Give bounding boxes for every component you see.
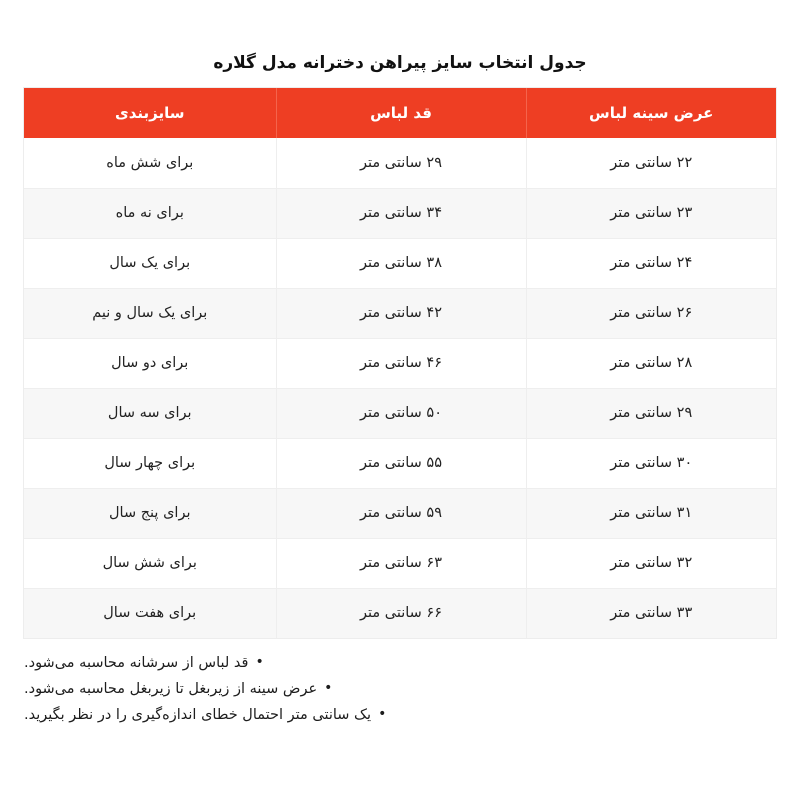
cell-length: ۵۵ سانتی متر [276, 438, 526, 488]
cell-chest: ۲۹ سانتی متر [526, 388, 776, 438]
cell-chest: ۳۲ سانتی متر [526, 538, 776, 588]
table-row [24, 438, 776, 488]
cell-sizing: برای شش ماه [24, 138, 276, 188]
footnote-item [24, 702, 776, 728]
table-row [24, 338, 776, 388]
footnote-text: • عرض سینه از زیربغل تا زیربغل محاسبه می‌شود. [24, 676, 332, 702]
cell-sizing: برای هفت سال [24, 588, 276, 638]
cell-chest: ۲۳ سانتی متر [526, 188, 776, 238]
footnote-item [24, 650, 776, 676]
footnotes-list [24, 650, 776, 728]
cell-length: ۶۶ سانتی متر [276, 588, 526, 638]
cell-sizing: برای پنج سال [24, 488, 276, 538]
table-row [24, 288, 776, 338]
cell-sizing: برای شش سال [24, 538, 276, 588]
cell-length: ۴۲ سانتی متر [276, 288, 526, 338]
cell-length: ۵۹ سانتی متر [276, 488, 526, 538]
cell-sizing: برای دو سال [24, 338, 276, 388]
cell-length: ۲۹ سانتی متر [276, 138, 526, 188]
table-row [24, 388, 776, 438]
table-row [24, 538, 776, 588]
table-body [24, 138, 776, 638]
footnote-text: • قد لباس از سرشانه محاسبه می‌شود. [24, 650, 264, 676]
cell-length: ۳۴ سانتی متر [276, 188, 526, 238]
cell-sizing: برای نه ماه [24, 188, 276, 238]
column-header-sizing: سایزبندی [24, 88, 276, 138]
cell-sizing: برای یک سال [24, 238, 276, 288]
page-title: جدول انتخاب سایز پیراهن دخترانه مدل گلاره [213, 53, 587, 73]
cell-chest: ۳۱ سانتی متر [526, 488, 776, 538]
cell-chest: ۲۲ سانتی متر [526, 138, 776, 188]
cell-length: ۳۸ سانتی متر [276, 238, 526, 288]
cell-length: ۴۶ سانتی متر [276, 338, 526, 388]
cell-chest: ۲۸ سانتی متر [526, 338, 776, 388]
table-row [24, 488, 776, 538]
cell-chest: ۳۰ سانتی متر [526, 438, 776, 488]
table-row [24, 188, 776, 238]
table-row [24, 588, 776, 638]
table-row [24, 238, 776, 288]
size-chart-table [24, 88, 776, 638]
footnote-item [24, 676, 776, 702]
cell-sizing: برای چهار سال [24, 438, 276, 488]
cell-length: ۵۰ سانتی متر [276, 388, 526, 438]
table-header-row [24, 88, 776, 138]
table-row [24, 138, 776, 188]
column-header-length: قد لباس [276, 88, 526, 138]
cell-length: ۶۳ سانتی متر [276, 538, 526, 588]
cell-sizing: برای یک سال و نیم [24, 288, 276, 338]
cell-chest: ۲۶ سانتی متر [526, 288, 776, 338]
column-header-chest: عرض سینه لباس [526, 88, 776, 138]
cell-sizing: برای سه سال [24, 388, 276, 438]
cell-chest: ۲۴ سانتی متر [526, 238, 776, 288]
footnote-text: • یک سانتی متر احتمال خطای اندازه‌گیری را در نظر بگیرید. [24, 702, 386, 728]
table-header [24, 88, 776, 138]
cell-chest: ۳۳ سانتی متر [526, 588, 776, 638]
